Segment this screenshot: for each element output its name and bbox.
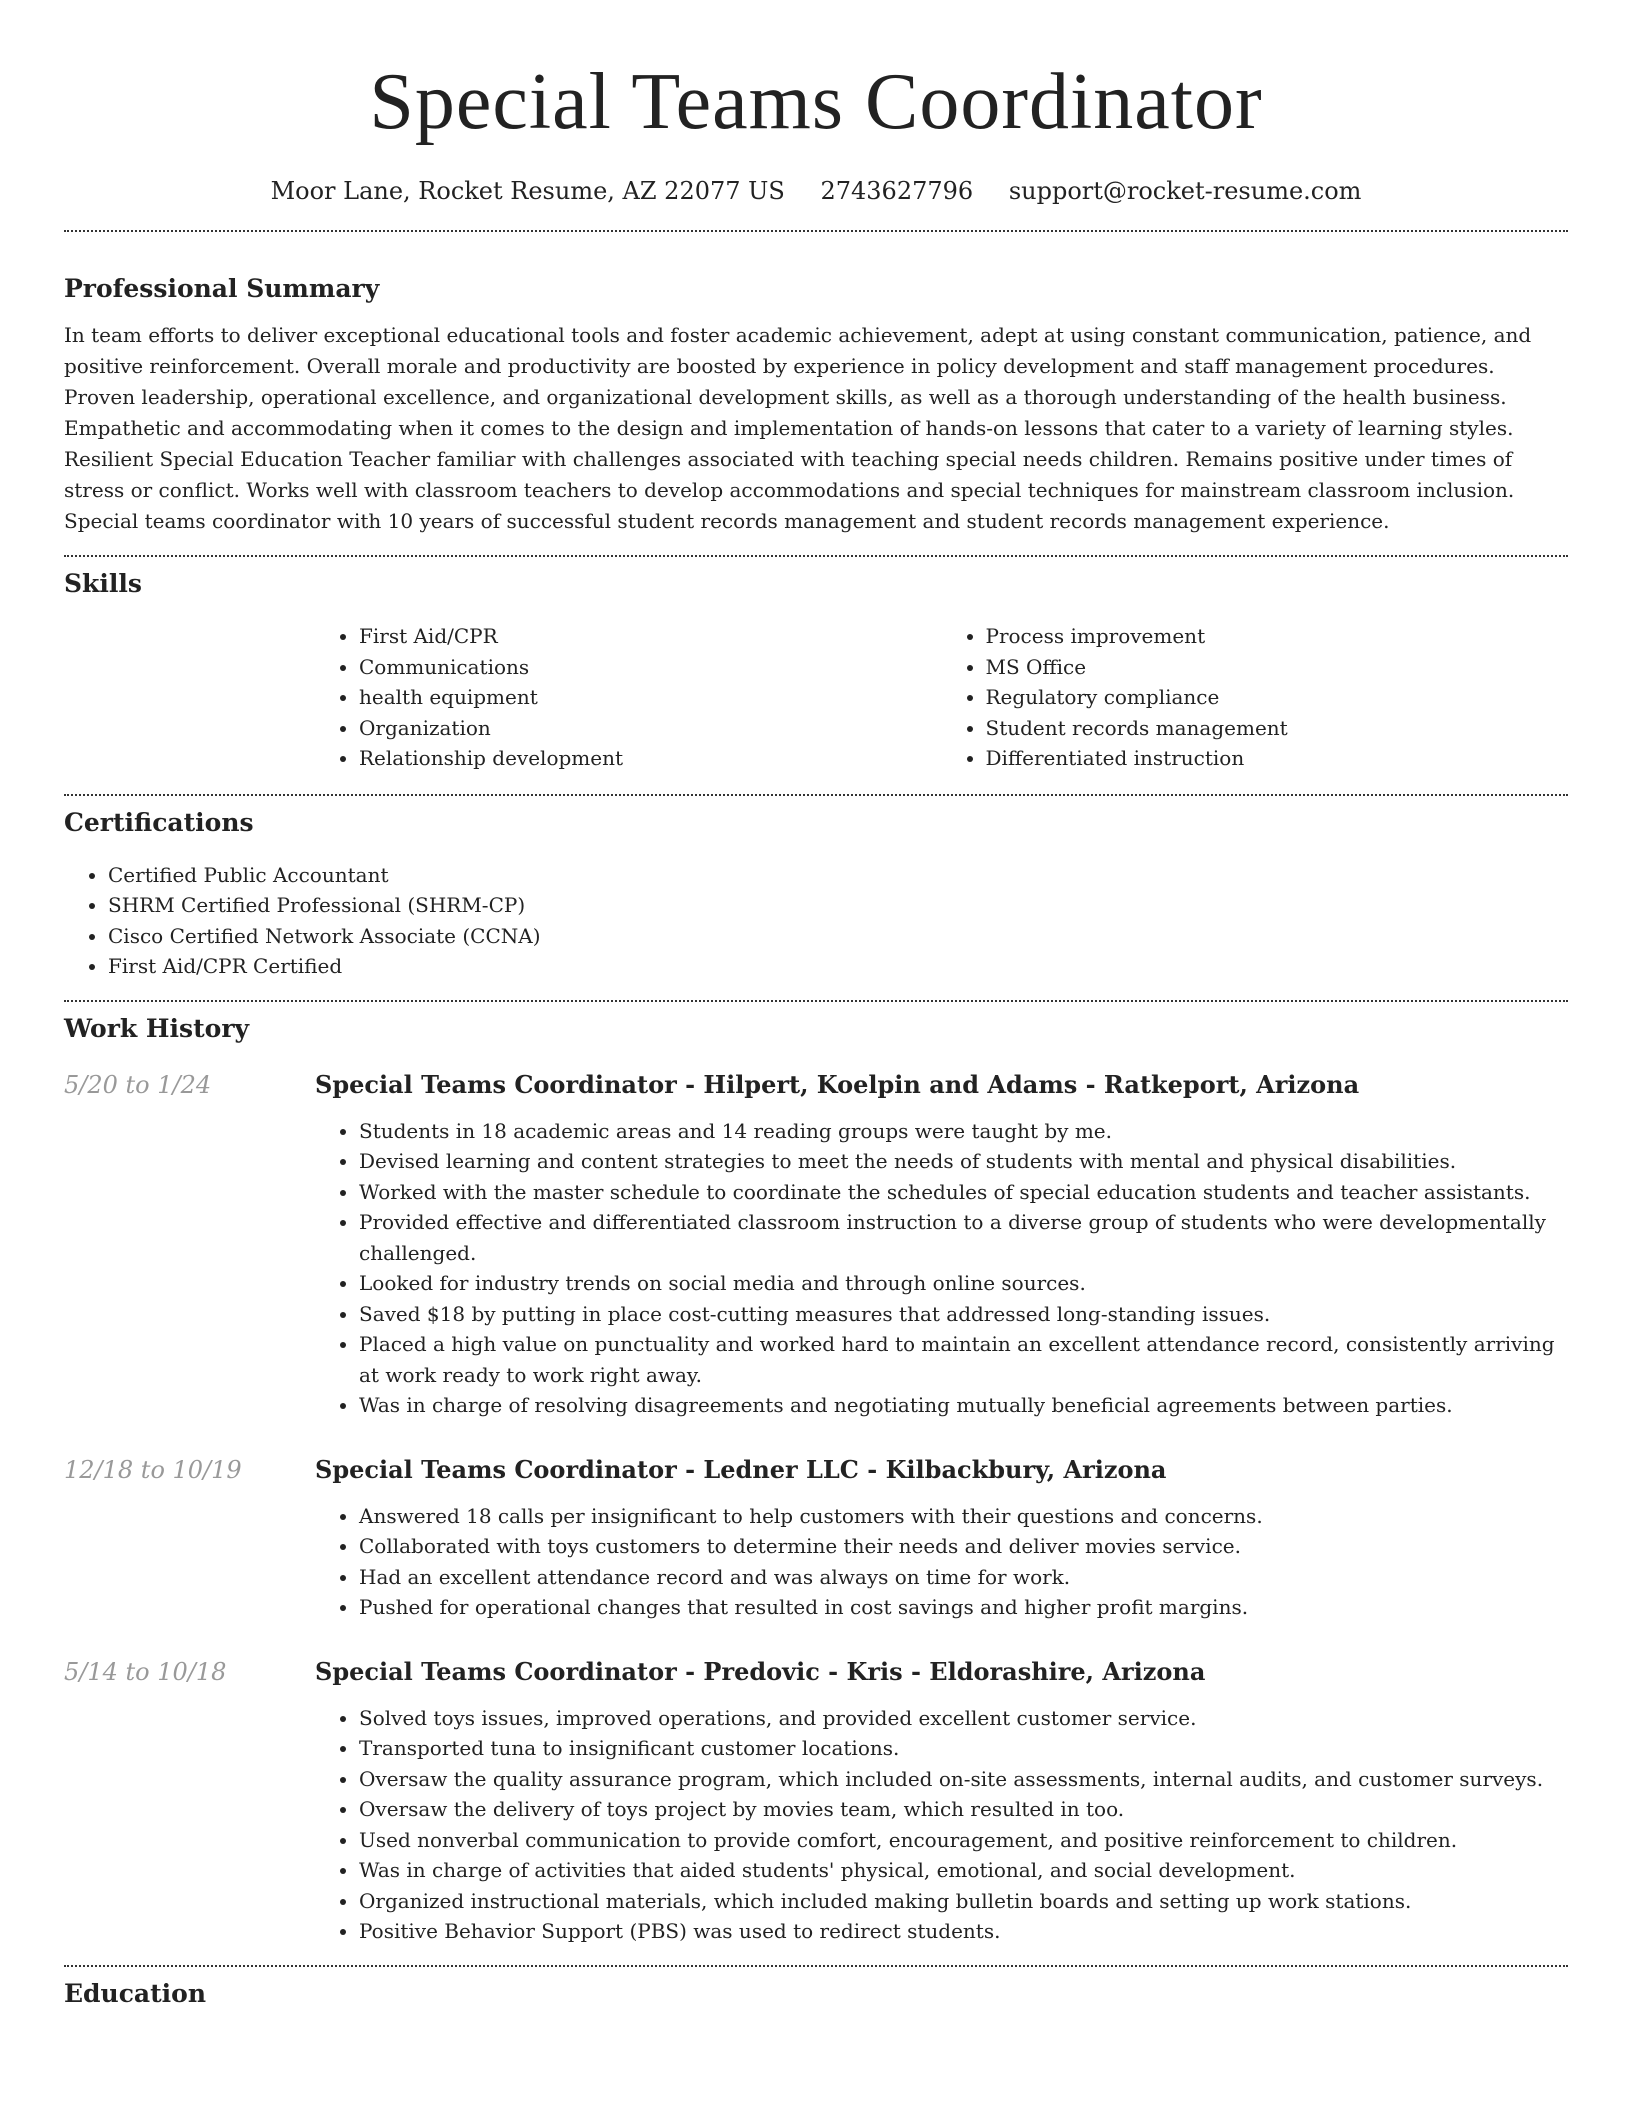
job-body	[315, 1655, 1568, 1947]
contact-email: support@rocket-resume.com	[1008, 177, 1362, 205]
job-bullet: • Students in 18 academic areas and 14 reading groups were taught by me.	[359, 1116, 1568, 1147]
section-title-skills: Skills	[64, 569, 142, 598]
job-date: 5/20 to 1/24	[64, 1070, 212, 1099]
section-title-education: Education	[64, 1978, 207, 2008]
divider	[64, 230, 1568, 232]
job-bullet: • Pushed for operational changes that resulted in cost savings and higher profit margins.	[359, 1592, 1568, 1623]
certification-item: • Certified Public Accountant	[108, 860, 1568, 891]
job-date: 5/14 to 10/18	[64, 1657, 227, 1686]
certifications-list	[64, 860, 1568, 982]
certification-item: • SHRM Certified Professional (SHRM-CP)	[108, 890, 1568, 921]
skills-column-right	[942, 621, 1569, 774]
job-entry	[64, 1068, 1568, 1421]
contact-phone: 2743627796	[820, 177, 974, 205]
job-bullet: • Had an excellent attendance record and was always on time for work.	[359, 1562, 1568, 1593]
skill-item: • Student records management	[986, 713, 1569, 744]
contact-address: Moor Lane, Rocket Resume, AZ 22077 US	[270, 177, 785, 205]
job-bullets	[315, 1501, 1568, 1623]
job-bullet: • Was in charge of resolving disagreements and negotiating mutually beneficial agreements between parties.	[359, 1390, 1568, 1421]
divider	[64, 1965, 1568, 1967]
job-bullet: • Transported tuna to insignificant customer locations.	[359, 1733, 1568, 1764]
job-title: Special Teams Coordinator - Hilpert, Koelpin and Adams - Ratkeport, Arizona	[315, 1069, 1360, 1099]
summary-text: In team efforts to deliver exceptional educational tools and foster academic achievement, adept at using constant communication, patience, and positive reinforcement. Overall morale and productivity are boosted by experience in policy development and staff management procedures. Proven leadership, operational excellence, and organizational development skills, as well as a thorough understanding of the health business. Empathetic and accommodating when it comes to the design and implementation of hands-on lessons that cater to a variety of learning styles. Resilient Special Education Teacher familiar with challenges associated with teaching special needs children. Remains positive under times of stress or conflict. Works well with classroom teachers to develop accommodations and special techniques for mainstream classroom inclusion. Special teams coordinator with 10 years of successful student records management and student records management experience.	[64, 323, 1532, 533]
job-bullet: • Collaborated with toys customers to determine their needs and deliver movies service.	[359, 1531, 1568, 1562]
job-bullet: • Solved toys issues, improved operations, and provided excellent customer service.	[359, 1703, 1568, 1734]
resume-name: Special Teams Coordinator	[369, 58, 1263, 146]
job-bullet: • Oversaw the quality assurance program, which included on-site assessments, internal audits, and customer surveys.	[359, 1764, 1568, 1795]
skill-item: • Regulatory compliance	[986, 682, 1569, 713]
job-title: Special Teams Coordinator - Ledner LLC - Kilbackbury, Arizona	[315, 1454, 1167, 1484]
job-bullets	[315, 1703, 1568, 1947]
job-bullet: • Positive Behavior Support (PBS) was used to redirect students.	[359, 1916, 1568, 1947]
contact-line	[64, 174, 1568, 208]
divider	[64, 555, 1568, 557]
job-entry	[64, 1655, 1568, 1947]
job-bullet: • Used nonverbal communication to provide comfort, encouragement, and positive reinforcement to children.	[359, 1825, 1568, 1856]
skill-item: • Relationship development	[359, 743, 942, 774]
skill-item: • health equipment	[359, 682, 942, 713]
certification-item: • First Aid/CPR Certified	[108, 951, 1568, 982]
job-bullet: • Worked with the master schedule to coordinate the schedules of special education students and teacher assistants.	[359, 1177, 1568, 1208]
job-bullets	[315, 1116, 1568, 1421]
divider	[64, 1000, 1568, 1002]
job-bullet: • Was in charge of activities that aided students' physical, emotional, and social development.	[359, 1855, 1568, 1886]
job-bullet: • Looked for industry trends on social media and through online sources.	[359, 1268, 1568, 1299]
certification-item: • Cisco Certified Network Associate (CCNA)	[108, 921, 1568, 952]
job-bullet: • Answered 18 calls per insignificant to help customers with their questions and concerns.	[359, 1501, 1568, 1532]
skill-item: • Differentiated instruction	[986, 743, 1569, 774]
section-title-work-history: Work History	[64, 1013, 250, 1043]
divider	[64, 794, 1568, 796]
skill-item: • MS Office	[986, 652, 1569, 683]
job-bullet: • Saved $18 by putting in place cost-cutting measures that addressed long-standing issues.	[359, 1299, 1568, 1330]
skill-item: • First Aid/CPR	[359, 621, 942, 652]
job-body	[315, 1068, 1568, 1421]
job-bullet: • Provided effective and differentiated classroom instruction to a diverse group of students who were developmentally challenged.	[359, 1207, 1568, 1268]
section-title-certifications: Certifications	[64, 807, 254, 837]
section-title-summary: Professional Summary	[64, 274, 380, 303]
skills-list	[315, 621, 1568, 774]
skill-item: • Communications	[359, 652, 942, 683]
job-bullet: • Devised learning and content strategies to meet the needs of students with mental and physical disabilities.	[359, 1146, 1568, 1177]
job-entry	[64, 1453, 1568, 1623]
job-bullet: • Organized instructional materials, which included making bulletin boards and setting up work stations.	[359, 1886, 1568, 1917]
skill-item: • Organization	[359, 713, 942, 744]
job-body	[315, 1453, 1568, 1623]
job-title: Special Teams Coordinator - Predovic - Kris - Eldorashire, Arizona	[315, 1656, 1206, 1686]
skills-column-left	[315, 621, 942, 774]
skill-item: • Process improvement	[986, 621, 1569, 652]
job-bullet: • Oversaw the delivery of toys project by movies team, which resulted in too.	[359, 1794, 1568, 1825]
job-bullet: • Placed a high value on punctuality and worked hard to maintain an excellent attendance record, consistently arriving at work ready to work right away.	[359, 1329, 1568, 1390]
job-date: 12/18 to 10/19	[64, 1455, 242, 1484]
